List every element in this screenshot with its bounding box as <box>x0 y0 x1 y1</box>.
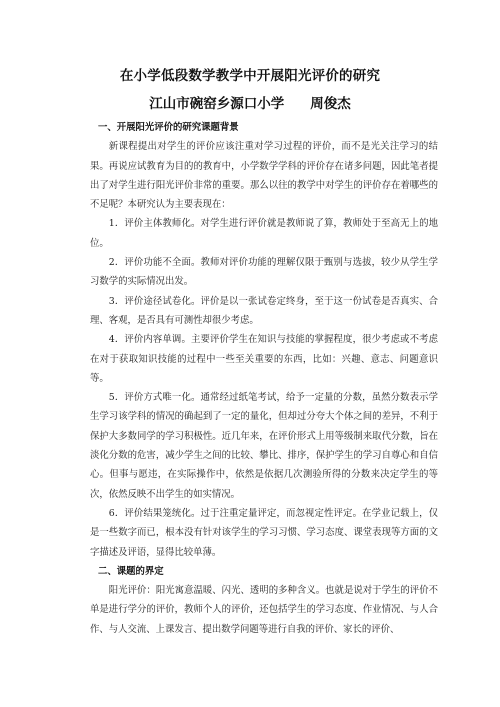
author-line <box>0 92 500 112</box>
section-heading-background: 一、开展阳光评价的研究课题背景 <box>98 122 239 133</box>
paragraph-intro: 新课程提出对学生的评价应该注重对学习过程的评价，而不是光关注学习的结果。再说应试教育为目的的教育中，小学数学学科的评价存在诸多问题，因此笔者提出了对学生进行阳光评价非常的重要。那么以往的教学中对学生的评价存在着哪些的不足呢？本研究认为主要表现在： <box>90 141 438 211</box>
paragraph-item-5: 5．评价方式唯一化。通常经过纸笔考试，给予一定量的分数，虽然分数表示学生学习该学科的情况的确起到了一定的量化，但却过分夸大个体之间的差异，不利于保护大多数同学的学习积极性。近几年来，在评价形式上用等级制来取代分数，旨在淡化分数的危害，减少学生之间的比较、攀比、排序，保护学生的学习自尊心和自信心。但事与愿违，在实际操作中，依然是依据几次测验所得的分数来决定学生的等次，依然反映不出学生的如实情况。 <box>90 392 438 500</box>
paragraph-item-3: 3．评价途径试卷化。评价是以一张试卷定终身，至于这一份试卷是否真实、合理、客观，是否具有可测性却很少考虑。 <box>90 295 438 326</box>
paragraph-item-1: 1．评价主体教师化。对学生进行评价就是教师说了算，教师处于至高无上的地位。 <box>90 218 438 249</box>
paragraph-item-2: 2．评价功能不全面。教师对评价功能的理解仅限于甄别与选拔，较少从学生学习数学的实际情况出发。 <box>90 257 438 288</box>
paragraph-definition: 阳光评价：阳光寓意温暖、闪光、透明的多种含义。也就是说对于学生的评价不单是进行学分的评价，教师个人的评价，还包括学生的学习态度、作业情况、与人合作、与人交流、上课发言、提出数学问题等进行自我的评价、家长的评价、 <box>90 585 438 635</box>
paragraph-item-4: 4．评价内容单调。主要评价学生在知识与技能的掌握程度，很少考虑或不考虑在对于获取知识技能的过程中一些至关重要的东西，比如：兴趣、意志、问题意识等。 <box>90 334 438 384</box>
section-heading-definition: 二、课题的界定 <box>98 565 164 577</box>
paragraph-item-6: 6．评价结果笼统化。过于注重定量评定，而忽视定性评定。在学业记载上，仅是一些数字而已，根本没有针对该学生的学习习惯、学习态度、课堂表现等方面的文字描述及评语，显得比较单薄。 <box>90 507 438 558</box>
author-school: 江山市碗窑乡源口小学 <box>149 96 285 112</box>
document-title: 在小学低段数学教学中开展阳光评价的研究 <box>119 68 381 84</box>
author-name: 周俊杰 <box>310 96 351 112</box>
document-body <box>90 118 438 639</box>
